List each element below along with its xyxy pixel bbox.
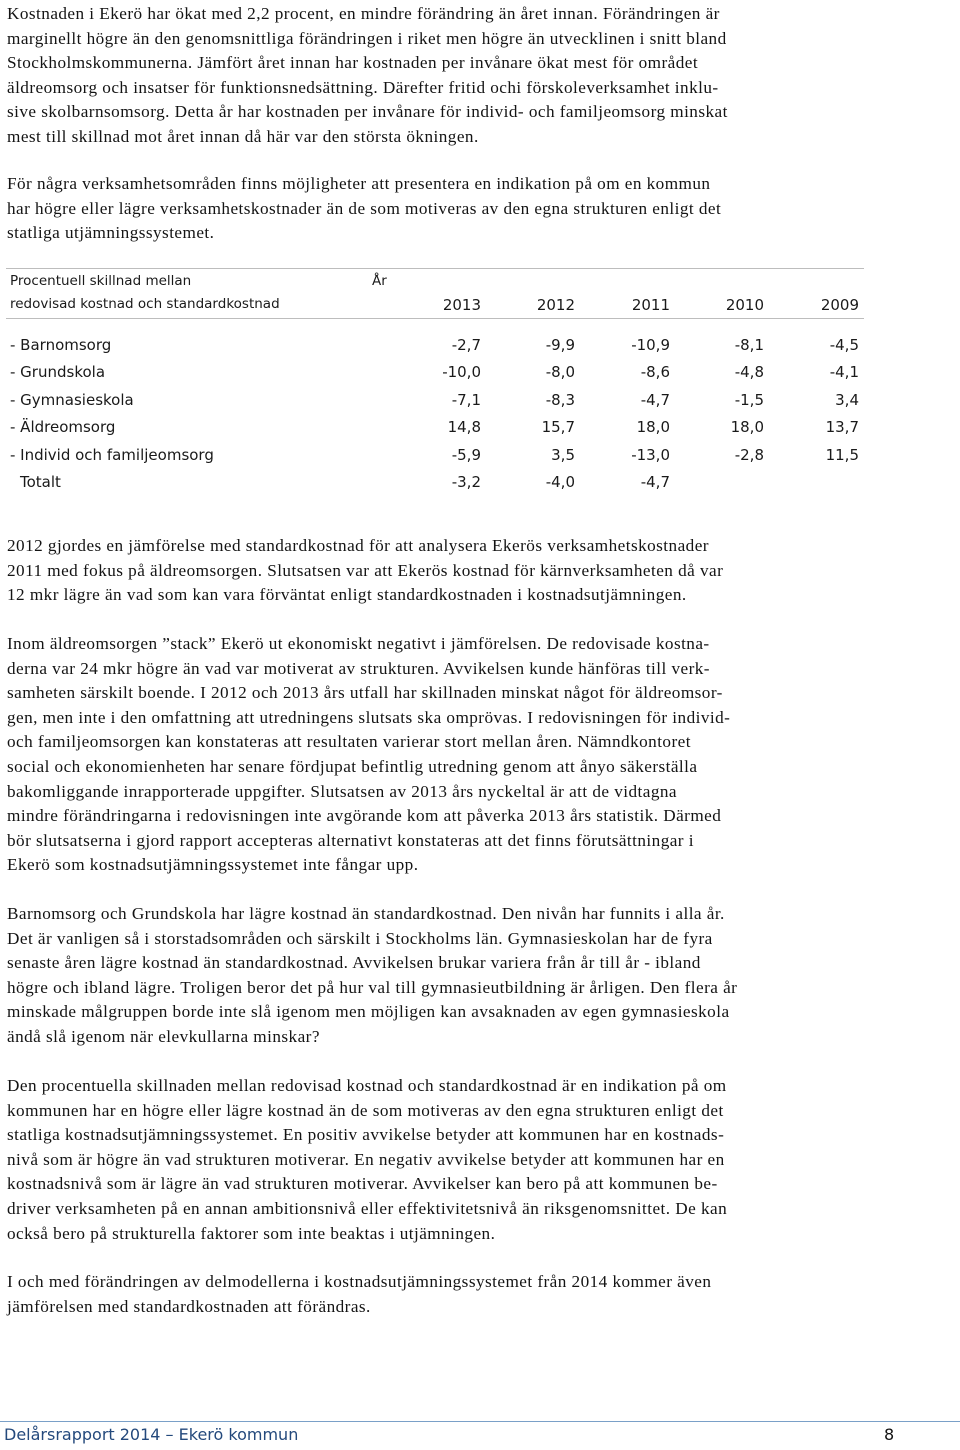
text-line: statliga utjämningssystemet.: [7, 223, 215, 243]
year-header: 2010: [725, 296, 764, 314]
year-header: 2009: [820, 296, 859, 314]
text-line: sive skolbarnsomsorg. Detta år har kostnaden per invånare för individ- och familjeomsorg minskat: [7, 102, 728, 122]
table-cell: -2,7: [451, 336, 481, 354]
table-row-label: - Gymnasieskola: [10, 391, 134, 409]
year-header: 2012: [536, 296, 575, 314]
text-line: För några verksamhetsområden finns möjligheter att presentera en indikation på om en kommun: [7, 174, 711, 193]
table-cell: -8,3: [545, 391, 575, 409]
text-line: också bero på strukturella faktorer som inte beaktas i utjämningen.: [7, 1223, 496, 1243]
table-row-label: - Grundskola: [10, 363, 106, 381]
table-cell: -4,0: [545, 473, 575, 491]
text-line: och familjeomsorgen kan konstateras att resultaten varierar stort mellan åren. Nämndkontoret: [7, 732, 691, 752]
text-line: kostnadsnivå som är lägre än vad strukturen motiverar. Avvikelser kan bero på att kommunen be-: [7, 1174, 718, 1194]
text-line: 12 mkr lägre än vad som kan vara förväntat enligt standardkostnaden i kostnadsutjämningen.: [7, 585, 687, 605]
text-line: social och ekonomienheten har senare fördjupat befintlig utredning genom att ånyo säkerställa: [7, 756, 698, 776]
text-line: gen, men inte i den omfattning att utredningens slutsats ska omprövas. I redovisningen för individ-: [7, 707, 731, 727]
text-line: samheten särskilt boende. I 2012 och 2013 års utfall har skillnaden minskat något för äldreomsor-: [7, 683, 723, 703]
table-cell: -8,6: [640, 363, 670, 381]
table-row-label: - Individ och familjeomsorg: [10, 446, 214, 464]
text-line: högre och ibland lägre. Troligen beror det på hur val till gymnasieutbildning är årligen. Den flera år: [7, 977, 738, 997]
table-cell: 14,8: [447, 418, 481, 436]
standard-cost-table: [6, 268, 864, 498]
table-cell: -4,1: [829, 363, 859, 381]
text-line: mindre förändringarna i redovisningen inte avgörande kom att påverka 2013 års statistik. Därmed: [7, 806, 722, 826]
paragraph-childcare-schools: [7, 902, 953, 1050]
footer-rule: [0, 1421, 960, 1422]
year-header: 2013: [442, 296, 481, 314]
text-line: mest till skillnad mot året innan då här var den största ökningen.: [7, 126, 479, 146]
page-number: 8: [884, 1425, 895, 1444]
table-cell: -4,7: [640, 473, 670, 491]
paragraph-indication: [7, 172, 953, 246]
table-cell: 3,5: [551, 446, 575, 464]
text-line: ändå slå igenom när elevkullarna minskar?: [7, 1026, 320, 1046]
text-line: 2011 med fokus på äldreomsorgen. Slutsatsen var att Ekerös kostnad för kärnverksamheten då var: [7, 560, 724, 580]
table-header-line1: Procentuell skillnad mellan: [10, 273, 192, 289]
text-line: 2012 gjordes en jämförelse med standardkostnad för att analysera Ekerös verksamhetskostnader: [7, 536, 709, 555]
text-line: Kostnaden i Ekerö har ökat med 2,2 procent, en mindre förändring än året innan. Förändringen är: [7, 4, 720, 23]
table-top-rule: [6, 268, 864, 269]
table-cell: 18,0: [636, 418, 670, 436]
table-cell: -1,5: [734, 391, 764, 409]
table-cell: -8,0: [545, 363, 575, 381]
text-line: bakomliggande inrapporterade uppgifter. Slutsatsen av 2013 års nyckeltal är att de vidtagna: [7, 781, 678, 801]
text-line: Den procentuella skillnaden mellan redovisad kostnad och standardkostnad är en indikation på om: [7, 1076, 727, 1095]
table-cell: -10,0: [442, 363, 481, 381]
text-line: äldreomsorg och insatser för funktionsnedsättning. Därefter fritid ochi förskoleverksamhet inklu-: [7, 77, 719, 97]
table-cell: -4,5: [829, 336, 859, 354]
table-cell: -9,9: [545, 336, 575, 354]
text-line: Det är vanligen så i storstadsområden och särskilt i Stockholms län. Gymnasieskolan har de fyra: [7, 928, 713, 948]
table-cell: -7,1: [451, 391, 481, 409]
table-row-label: - Äldreomsorg: [10, 418, 116, 436]
text-line: derna var 24 mkr högre än vad var motiverat av strukturen. Avvikelsen kunde hänföras till verk-: [7, 658, 710, 678]
table-cell: 11,5: [825, 446, 859, 464]
text-line: Ekerö som kostnadsutjämningssystemet inte fångar upp.: [7, 855, 419, 875]
table-cell: 3,4: [835, 391, 859, 409]
paragraph-cost-change: [7, 2, 953, 150]
table-cell: -13,0: [631, 446, 670, 464]
year-header: 2011: [631, 296, 670, 314]
text-line: har högre eller lägre verksamhetskostnader än de som motiveras av den egna strukturen enligt det: [7, 198, 722, 218]
text-line: statliga kostnadsutjämningssystemet. En positiv avvikelse betyder att kommunen har en kostnads-: [7, 1125, 725, 1145]
text-line: Stockholmskommunerna. Jämfört året innan har kostnaden per invånare ökat mest för området: [7, 53, 699, 73]
table-cell: -4,7: [640, 391, 670, 409]
text-line: marginellt högre än den genomsnittliga förändringen i riket men högre än utvecklinen i snitt bland: [7, 28, 727, 48]
text-line: senaste åren lägre kostnad än standardkostnad. Avvikelsen brukar variera från år till år - ibland: [7, 953, 701, 973]
table-cell: -10,9: [631, 336, 670, 354]
table-cell: -3,2: [451, 473, 481, 491]
table-header-rule: [6, 318, 864, 319]
text-line: I och med förändringen av delmodellerna i kostnadsutjämningssystemet från 2014 kommer även: [7, 1272, 712, 1291]
text-line: jämförelsen med standardkostnaden att förändras.: [7, 1296, 371, 1316]
table-row-label: - Barnomsorg: [10, 336, 112, 354]
text-line: driver verksamheten på en annan ambitionsnivå eller effektivitetsnivå än riksgenomsnittet. De kan: [7, 1198, 728, 1218]
table-cell: 18,0: [730, 418, 764, 436]
text-line: Inom äldreomsorgen ”stack” Ekerö ut ekonomiskt negativt i jämförelsen. De redovisade kostna-: [7, 634, 710, 653]
table-header-line2: redovisad kostnad och standardkostnad: [10, 296, 280, 312]
text-line: minskade målgruppen borde inte slå igenom men möjligen kan avsaknaden av egen gymnasieskola: [7, 1002, 730, 1022]
table-cell: -5,9: [451, 446, 481, 464]
table-cell: 15,7: [541, 418, 575, 436]
text-line: Barnomsorg och Grundskola har lägre kostnad än standardkostnad. Den nivån har funnits i alla år.: [7, 904, 725, 923]
paragraph-model-change: [7, 1270, 953, 1319]
paragraph-2012-comparison: [7, 534, 953, 608]
paragraph-elderly-care: [7, 632, 953, 878]
text-line: bör slutsatserna i gjord rapport accepteras alternativt konstateras att det finns förutsättningar i: [7, 830, 694, 850]
text-line: nivå som är högre än vad strukturen motiverar. En negativ avvikelse betyder att kommunen har en: [7, 1149, 725, 1169]
table-cell: -2,8: [734, 446, 764, 464]
table-cell: -8,1: [734, 336, 764, 354]
footer-title: Delårsrapport 2014 – Ekerö kommun: [4, 1425, 299, 1444]
table-year-label: År: [372, 273, 387, 289]
table-cell: -4,8: [734, 363, 764, 381]
table-row-label-total: Totalt: [20, 473, 61, 491]
table-cell: 13,7: [825, 418, 859, 436]
paragraph-percent-difference: [7, 1074, 953, 1246]
text-line: kommunen har en högre eller lägre kostnad än de som motiveras av den egna strukturen enligt det: [7, 1100, 724, 1120]
